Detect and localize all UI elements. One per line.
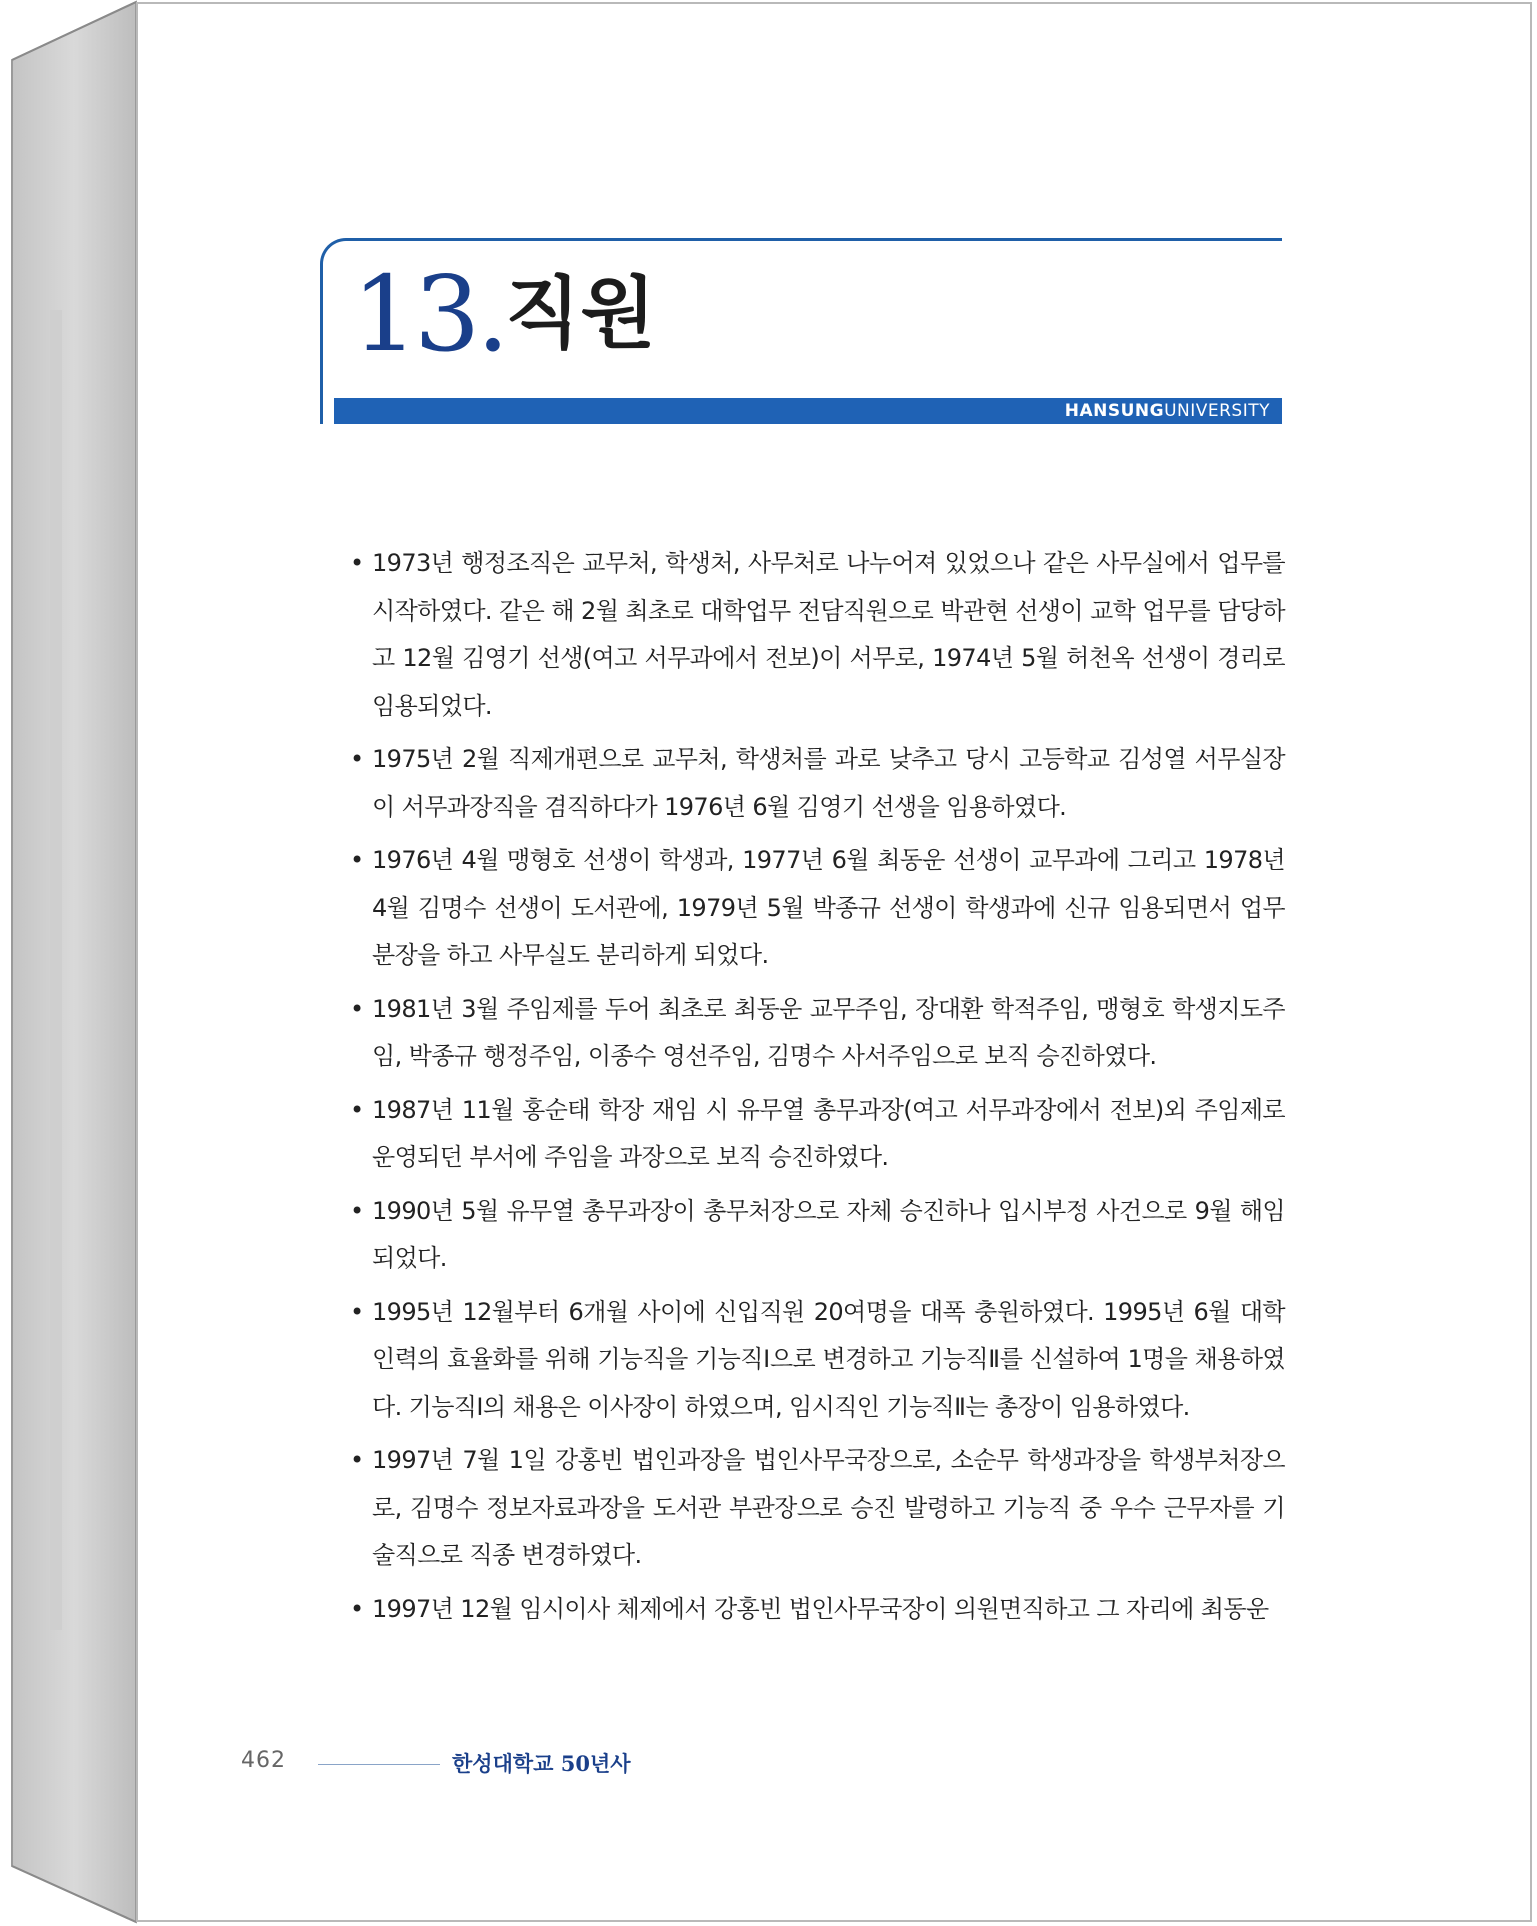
university-brand [1065,400,1270,422]
paragraph-text: 1997년 12월 임시이사 체제에서 강홍빈 법인사무국장이 의원면직하고 그 자리에 최동운 [372,1594,1269,1623]
bullet-point: • [350,1446,364,1474]
bullet-point: • [350,549,364,577]
paragraph-text: 1975년 2월 직제개편으로 교무처, 학생처를 과로 낮추고 당시 고등학교 김성열 서무실장이 서무과장직을 겸직하다가 1976년 6월 김영기 선생을 임용하였다. [372,745,1285,821]
bullet-point: • [350,1297,364,1326]
chapter-title: 직원 [505,269,656,359]
bullet-point: • [350,994,364,1023]
paragraph [350,1087,1285,1182]
footer-rule [318,1764,440,1765]
paragraph [350,837,1285,980]
paragraph-text: 1987년 11월 홍순태 학장 재임 시 유무열 총무과장(여고 서무과장에서 전보)외 주임제로 운영되던 부서에 주임을 과장으로 보직 승진하였다. [372,1095,1285,1171]
bullet-point: • [350,846,364,874]
paragraph [350,1289,1285,1432]
bullet-point: • [350,1095,364,1124]
bullet-point: • [350,745,364,773]
paragraph [350,736,1285,831]
paragraph [350,1437,1285,1580]
page-number: 462 [241,1748,286,1773]
paragraph [350,1188,1285,1283]
paragraph [350,1586,1285,1634]
chapter-number: 13. [352,253,506,375]
paragraph-text: 1995년 12월부터 6개월 사이에 신입직원 20여명을 대폭 충원하였다. 1995년 6월 대학인력의 효율화를 위해 기능직을 기능직Ⅰ으로 변경하고 기능직Ⅱ를 신설하여 1명을 채용하였다. 기능직Ⅰ의 채용은 이사장이 하였으며, 임시직인 기능직Ⅱ는 총장이 임용하였다. [372,1297,1285,1421]
paragraph-text: 1990년 5월 유무열 총무과장이 총무처장으로 자체 승진하나 입시부정 사건으로 9월 해임되었다. [372,1196,1285,1272]
bullet-point: • [350,1594,364,1623]
brand-light: UNIVERSITY [1164,401,1270,421]
paragraph-text: 1976년 4월 맹형호 선생이 학생과, 1977년 6월 최동운 선생이 교무과에 그리고 1978년 4월 김명수 선생이 도서관에, 1979년 5월 박종규 선생이 학생과에 신규 임용되면서 업무분장을 하고 사무실도 분리하게 되었다. [372,846,1285,969]
paragraph-text: 1997년 7월 1일 강홍빈 법인과장을 법인사무국장으로, 소순무 학생과장을 학생부처장으로, 김명수 정보자료과장을 도서관 부관장으로 승진 발령하고 기능직 중 우수 근무자를 기술직으로 직종 변경하였다. [372,1446,1285,1569]
paragraph [350,986,1285,1081]
chapter-title-bar [334,398,1282,424]
book-title: 한성대학교 50년사 [452,1751,631,1776]
paragraph-text: 1973년 행정조직은 교무처, 학생처, 사무처로 나누어져 있었으나 같은 사무실에서 업무를 시작하였다. 같은 해 2월 최초로 대학업무 전담직원으로 박관현 선생이 교학 업무를 담당하고 12월 김영기 선생(여고 서무과에서 전보)이 서무로, 1974년 5월 허천옥 선생이 경리로 임용되었다. [372,549,1285,720]
bullet-point: • [350,1196,364,1225]
paragraph [350,540,1285,730]
paragraph-text: 1981년 3월 주임제를 두어 최초로 최동운 교무주임, 장대환 학적주임, 맹형호 학생지도주임, 박종규 행정주임, 이종수 영선주임, 김명수 사서주임으로 보직 승진하였다. [372,994,1285,1070]
body-text [350,540,1285,1639]
brand-bold: HANSUNG [1064,401,1165,421]
